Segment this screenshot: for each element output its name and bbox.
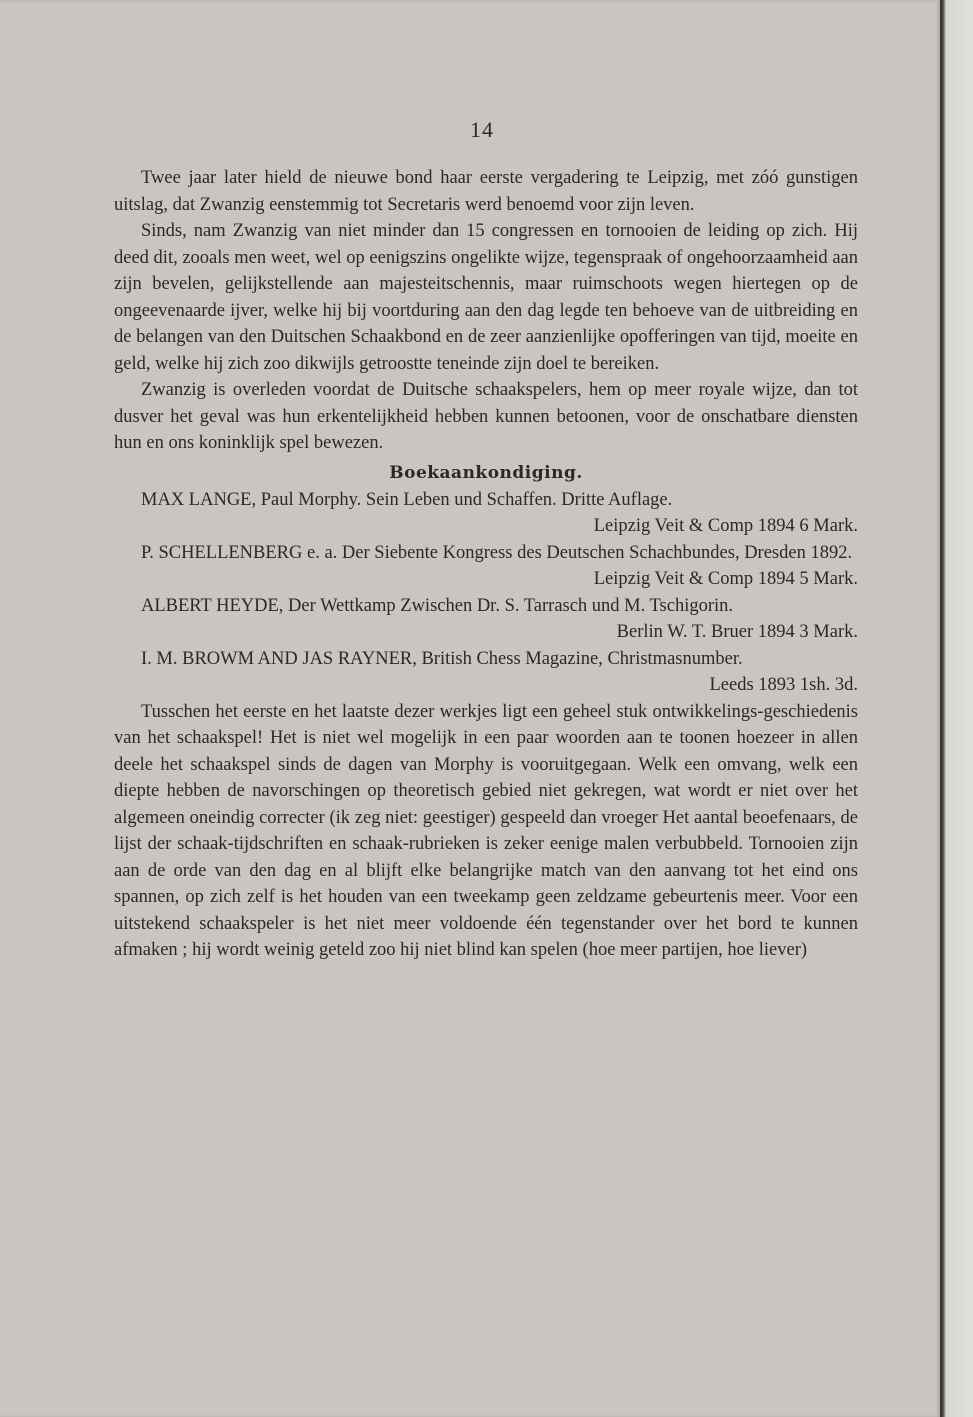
book-entry xyxy=(114,593,858,646)
page-number: 14 xyxy=(470,117,494,142)
paragraph: Tusschen het eerste en het laatste dezer werkjes ligt een geheel stuk ontwikkelings-geschiedenis van het schaakspel! Het is niet wel mogelijk in een paar woorden aan te toonen hoezeer in allen deele het schaakspel sinds de dagen van Morphy is vooruitgegaan. Welk een omvang, welk een diepte hebben de navorschingen op theoretisch gebied niet gekregen, wat wordt er niet over het algemeen oneindig correcter (ik zeg niet: geestiger) gespeeld dan vroeger Het aantal beoefenaars, de lijst der schaak-tijdschriften en schaak-rubrieken is zeker eenige malen verbubbeld. Tornooien zijn aan de orde van den dag en al blijft elke belangrijke match van den aanvang tot het eind ons spannen, op zich zelf is het houden van een tweekamp geen zeldzame gebeurtenis meer. Voor een uitstekend schaakspeler is het niet meer voldoende één tegenstander over het bord te kunnen afmaken ; hij wordt weinig geteld zoo hij niet blind kan spelen (hoe meer partijen, hoe liever) xyxy=(114,701,858,960)
book-entry-description: ALBERT HEYDE, Der Wettkamp Zwischen Dr. S. Tarrasch und M. Tschigorin. xyxy=(141,595,734,616)
page-text xyxy=(114,165,858,964)
paragraph: Zwanzig is overleden voordat de Duitsche schaakspelers, hem op meer royale wijze, dan tot dusver het geval was hun erkentelijkheid hebben kunnen betoonen, voor de onschatbare diensten hun en ons koninklijk spel bewezen. xyxy=(114,380,858,453)
paragraph: Twee jaar later hield de nieuwe bond haar eerste vergadering te Leipzig, met zóó gunstigen uitslag, dat Zwanzig eenstemmig tot Secretaris werd benoemd voor zijn leven. xyxy=(114,168,858,215)
book-entry xyxy=(114,646,858,699)
book-spine-edge xyxy=(940,0,973,1417)
book-entry xyxy=(114,540,858,593)
book-entry-publisher: Leipzig Veit & Comp 1894 6 Mark. xyxy=(593,516,858,536)
book-entry xyxy=(114,487,858,540)
book-entry-publisher: Leipzig Veit & Comp 1894 5 Mark. xyxy=(593,569,858,589)
book-entry-description: P. SCHELLENBERG e. a. Der Siebente Kongress des Deutschen Schachbundes, Dresden 1892. xyxy=(141,542,853,563)
book-entry-description: I. M. BROWM AND JAS RAYNER, British Chess Magazine, Christmasnumber. xyxy=(141,648,743,669)
paragraph: Sinds, nam Zwanzig van niet minder dan 15 congressen en tornooien de leiding op zich. Hij deed dit, zooals men weet, wel op eenigszins ongelikte wijze, tegenspraak of ongehoorzaamheid aan zijn bevelen, gelijkstellende aan majesteitschennis, maar ruimschoots wegen hiertegen op de ongeevenaarde ijver, welke hij bij voortduring aan den dag legde ten behoeve van de uitbreiding en de belangen van den Duitschen Schaakbond en de zeer aanzienlijke opofferingen van tijd, moeite en geld, welke hij zich zoo dikwijls getroostte teneinde zijn doel te bereiken. xyxy=(114,221,858,374)
book-entry-publisher: Leeds 1893 1sh. 3d. xyxy=(709,675,858,695)
section-heading: Boekaankondiging. xyxy=(389,462,583,483)
book-entry-publisher: Berlin W. T. Bruer 1894 3 Mark. xyxy=(616,622,858,642)
book-entry-description: MAX LANGE, Paul Morphy. Sein Leben und Schaffen. Dritte Auflage. xyxy=(141,489,673,510)
